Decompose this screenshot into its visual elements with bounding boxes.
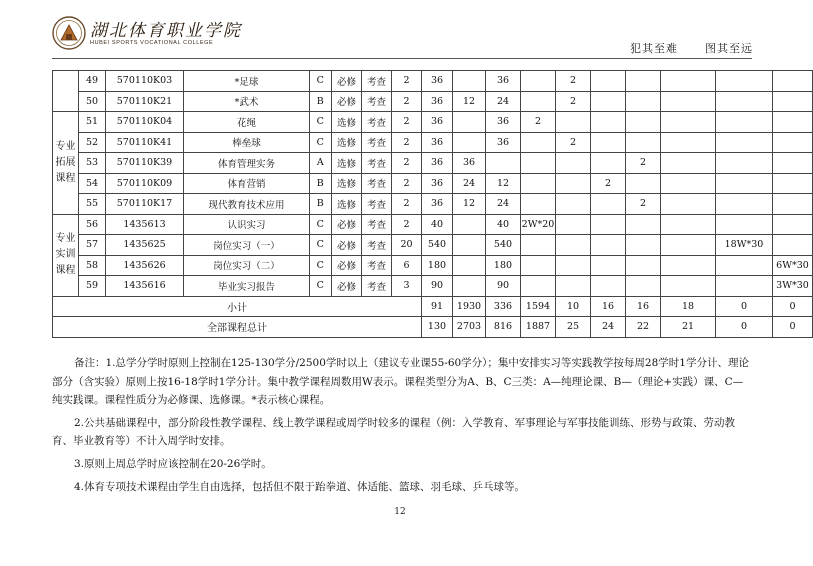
table-cell: 2: [392, 112, 422, 133]
subtotal-row: [53, 296, 813, 317]
table-cell: [626, 91, 661, 112]
table-cell: 570110K17: [106, 194, 184, 215]
table-cell: [773, 112, 813, 133]
table-cell: 2: [556, 71, 591, 92]
note-3: 3.原则上周总学时应该控制在20-26学时。: [74, 457, 272, 470]
table-row: [53, 132, 813, 153]
table-cell: 现代教育技术应用: [184, 194, 310, 215]
table-cell: 36: [422, 153, 453, 174]
table-cell: 18: [661, 296, 716, 317]
notes-section: [52, 354, 752, 496]
table-cell: 40: [422, 214, 453, 235]
table-cell: 1594: [521, 296, 556, 317]
table-cell: C: [310, 132, 332, 153]
table-cell: [521, 255, 556, 276]
total-label: 全部课程总计: [53, 317, 422, 338]
table-cell: C: [310, 276, 332, 297]
table-cell: [521, 132, 556, 153]
table-row: [53, 153, 813, 174]
table-cell: 36: [422, 71, 453, 92]
table-cell: 岗位实习（二）: [184, 255, 310, 276]
table-cell: B: [310, 194, 332, 215]
course-plan-table: [52, 70, 813, 338]
table-cell: 2W*20: [521, 214, 556, 235]
table-cell: 24: [486, 91, 521, 112]
table-cell: [453, 235, 486, 256]
table-cell: 0: [773, 317, 813, 338]
table-cell: 毕业实习报告: [184, 276, 310, 297]
table-cell: 必修: [332, 255, 362, 276]
table-cell: [773, 153, 813, 174]
table-cell: [521, 173, 556, 194]
table-cell: 1435613: [106, 214, 184, 235]
table-cell: 36: [486, 132, 521, 153]
group-label-line: 实训: [55, 249, 76, 260]
table-cell: 1435625: [106, 235, 184, 256]
table-cell: [453, 71, 486, 92]
table-cell: 考查: [362, 112, 392, 133]
table-cell: 52: [79, 132, 106, 153]
table-cell: [661, 132, 716, 153]
table-cell: 130: [422, 317, 453, 338]
table-cell: [716, 214, 773, 235]
table-cell: 考查: [362, 173, 392, 194]
table-cell: 540: [486, 235, 521, 256]
table-cell: [556, 194, 591, 215]
college-logo: [52, 14, 242, 54]
table-cell: [453, 255, 486, 276]
table-cell: 58: [79, 255, 106, 276]
table-cell: [626, 276, 661, 297]
table-cell: [773, 173, 813, 194]
table-cell: [661, 276, 716, 297]
table-cell: 59: [79, 276, 106, 297]
table-cell: [773, 132, 813, 153]
course-group-label: [53, 71, 79, 112]
table-cell: [556, 235, 591, 256]
table-cell: 25: [556, 317, 591, 338]
group-label-line: 专业: [55, 140, 76, 152]
table-cell: 1435626: [106, 255, 184, 276]
table-cell: 0: [716, 317, 773, 338]
table-cell: 体育管理实务: [184, 153, 310, 174]
table-cell: 12: [453, 194, 486, 215]
table-cell: [661, 112, 716, 133]
table-row: [53, 214, 813, 235]
table-cell: 50: [79, 91, 106, 112]
table-cell: 2: [591, 173, 626, 194]
course-plan-body: [53, 71, 813, 338]
table-cell: [716, 91, 773, 112]
table-cell: 36: [422, 173, 453, 194]
table-cell: [626, 255, 661, 276]
page-header: [0, 0, 800, 60]
table-cell: [591, 153, 626, 174]
table-row: [53, 71, 813, 92]
table-cell: [556, 255, 591, 276]
table-cell: 2: [392, 153, 422, 174]
table-cell: C: [310, 112, 332, 133]
table-cell: 体育营销: [184, 173, 310, 194]
table-cell: 18W*30: [716, 235, 773, 256]
table-cell: B: [310, 91, 332, 112]
table-cell: 2: [556, 91, 591, 112]
table-cell: 57: [79, 235, 106, 256]
table-cell: 570110K41: [106, 132, 184, 153]
table-cell: 必修: [332, 235, 362, 256]
table-row: [53, 112, 813, 133]
table-cell: 考查: [362, 132, 392, 153]
table-cell: 1887: [521, 317, 556, 338]
table-cell: [661, 153, 716, 174]
college-emblem-icon: [52, 16, 86, 50]
table-cell: 20: [392, 235, 422, 256]
table-cell: [556, 173, 591, 194]
table-cell: [453, 276, 486, 297]
table-cell: 2703: [453, 317, 486, 338]
table-cell: 考查: [362, 71, 392, 92]
table-cell: 2: [392, 132, 422, 153]
table-cell: 51: [79, 112, 106, 133]
table-cell: *武术: [184, 91, 310, 112]
table-row: [53, 194, 813, 215]
table-cell: 考查: [362, 91, 392, 112]
table-cell: 2: [521, 112, 556, 133]
table-cell: 570110K09: [106, 173, 184, 194]
course-group-label: [53, 214, 79, 296]
table-cell: C: [310, 255, 332, 276]
table-cell: 花绳: [184, 112, 310, 133]
table-cell: 必修: [332, 91, 362, 112]
table-cell: [661, 214, 716, 235]
table-cell: 12: [486, 173, 521, 194]
table-cell: 考查: [362, 255, 392, 276]
table-cell: 考查: [362, 276, 392, 297]
table-cell: [453, 132, 486, 153]
table-cell: 91: [422, 296, 453, 317]
table-row: [53, 91, 813, 112]
table-cell: [556, 214, 591, 235]
table-cell: 36: [486, 71, 521, 92]
table-cell: 3: [392, 276, 422, 297]
table-cell: [556, 276, 591, 297]
table-cell: 53: [79, 153, 106, 174]
table-cell: 16: [591, 296, 626, 317]
table-cell: 570110K04: [106, 112, 184, 133]
table-cell: 2: [626, 153, 661, 174]
college-name-cn: 湖北体育职业学院: [90, 21, 242, 41]
table-cell: 570110K39: [106, 153, 184, 174]
table-cell: 570110K03: [106, 71, 184, 92]
table-cell: 岗位实习（一）: [184, 235, 310, 256]
table-cell: 540: [422, 235, 453, 256]
motto-right: 图其至远: [705, 42, 753, 55]
table-cell: [453, 112, 486, 133]
table-cell: 336: [486, 296, 521, 317]
college-name-en: HUBEI SPORTS VOCATIONAL COLLEGE: [90, 40, 214, 46]
table-cell: [661, 194, 716, 215]
table-cell: 2: [392, 71, 422, 92]
table-cell: 2: [392, 214, 422, 235]
table-cell: [591, 132, 626, 153]
table-cell: 1930: [453, 296, 486, 317]
table-cell: 3W*30: [773, 276, 813, 297]
table-cell: 24: [591, 317, 626, 338]
table-cell: 180: [486, 255, 521, 276]
table-cell: 选修: [332, 173, 362, 194]
table-cell: [591, 112, 626, 133]
table-cell: [521, 276, 556, 297]
table-cell: 55: [79, 194, 106, 215]
table-cell: [521, 91, 556, 112]
table-cell: 0: [773, 296, 813, 317]
table-cell: [661, 173, 716, 194]
subtotal-label: 小计: [53, 296, 422, 317]
table-cell: 选修: [332, 153, 362, 174]
table-cell: [556, 112, 591, 133]
table-cell: 考查: [362, 194, 392, 215]
group-label-line: 课程: [55, 172, 76, 184]
table-cell: [556, 153, 591, 174]
course-group-label: [53, 112, 79, 215]
table-cell: [716, 173, 773, 194]
group-label-line: 课程: [55, 265, 76, 276]
table-cell: [486, 153, 521, 174]
table-cell: 24: [453, 173, 486, 194]
note-1: 备注：1.总学分学时原则上控制在125-130学分/2500学时以上（建议专业课55-60学分）；集中安排实习等实践教学按每周28学时1学分计、理论部分（含实验）原则上按16-18学时1学分计。集中教学课程周数用W表示。课程类型分为A、B、C三类：A—纯理论课、B—（理论+实践）课、C—纯实践课。课程性质分为必修课、选修课。*表示核心课程。: [52, 357, 749, 407]
table-cell: [661, 255, 716, 276]
table-cell: 选修: [332, 194, 362, 215]
table-cell: 816: [486, 317, 521, 338]
table-cell: [626, 235, 661, 256]
group-label-line: 专业: [55, 233, 76, 244]
table-cell: [773, 71, 813, 92]
table-cell: 选修: [332, 132, 362, 153]
table-cell: B: [310, 173, 332, 194]
table-cell: [716, 132, 773, 153]
page-number: 12: [394, 507, 406, 517]
table-cell: 36: [422, 91, 453, 112]
table-cell: [661, 91, 716, 112]
table-cell: 36: [453, 153, 486, 174]
table-cell: 180: [422, 255, 453, 276]
table-cell: C: [310, 214, 332, 235]
table-cell: *足球: [184, 71, 310, 92]
table-cell: [773, 235, 813, 256]
table-cell: [716, 255, 773, 276]
table-row: [53, 173, 813, 194]
table-cell: [521, 153, 556, 174]
table-cell: [521, 194, 556, 215]
table-cell: 21: [661, 317, 716, 338]
table-cell: [453, 214, 486, 235]
table-cell: [626, 173, 661, 194]
table-cell: [626, 112, 661, 133]
table-cell: 2: [392, 91, 422, 112]
table-row: [53, 255, 813, 276]
table-cell: 56: [79, 214, 106, 235]
table-cell: [521, 71, 556, 92]
table-cell: [716, 194, 773, 215]
table-cell: 2: [392, 194, 422, 215]
note-4: 4.体育专项技术课程由学生自由选择，包括但不限于跆拳道、体适能、篮球、羽毛球、乒乓球等。: [74, 480, 526, 493]
table-cell: [591, 235, 626, 256]
table-cell: [773, 214, 813, 235]
table-cell: [716, 153, 773, 174]
table-cell: 54: [79, 173, 106, 194]
note-2: 2.公共基础课程中，部分阶段性教学课程、线上教学课程或周学时较多的课程（例：入学教育、军事理论与军事技能训练、形势与政策、劳动教育、毕业教育等）不计入周学时安排。: [52, 416, 736, 448]
table-cell: [591, 214, 626, 235]
table-cell: 选修: [332, 112, 362, 133]
table-cell: 2: [626, 194, 661, 215]
table-cell: 考查: [362, 214, 392, 235]
header-divider: [52, 58, 752, 59]
table-cell: 36: [486, 112, 521, 133]
table-cell: 6: [392, 255, 422, 276]
table-cell: 必修: [332, 71, 362, 92]
table-cell: 24: [486, 194, 521, 215]
table-cell: 2: [392, 173, 422, 194]
table-cell: 90: [422, 276, 453, 297]
table-cell: [716, 71, 773, 92]
table-cell: 2: [556, 132, 591, 153]
table-cell: [591, 276, 626, 297]
table-row: [53, 276, 813, 297]
table-cell: 90: [486, 276, 521, 297]
table-cell: 12: [453, 91, 486, 112]
table-cell: C: [310, 235, 332, 256]
table-cell: [591, 91, 626, 112]
table-cell: [591, 194, 626, 215]
table-cell: [773, 194, 813, 215]
table-row: [53, 235, 813, 256]
table-cell: 认识实习: [184, 214, 310, 235]
table-cell: 考查: [362, 235, 392, 256]
table-cell: [626, 214, 661, 235]
table-cell: [661, 71, 716, 92]
table-cell: 10: [556, 296, 591, 317]
table-cell: 必修: [332, 214, 362, 235]
table-cell: 6W*30: [773, 255, 813, 276]
table-cell: C: [310, 71, 332, 92]
table-cell: 考查: [362, 153, 392, 174]
motto-left: 犯其至难: [630, 42, 678, 55]
table-cell: 必修: [332, 276, 362, 297]
table-cell: 0: [716, 296, 773, 317]
table-cell: 22: [626, 317, 661, 338]
total-row: [53, 317, 813, 338]
table-cell: 1435616: [106, 276, 184, 297]
table-cell: [521, 235, 556, 256]
table-cell: 棒垒球: [184, 132, 310, 153]
table-cell: [716, 276, 773, 297]
table-cell: 49: [79, 71, 106, 92]
table-cell: 36: [422, 132, 453, 153]
group-label-line: 拓展: [55, 156, 76, 168]
table-cell: [716, 112, 773, 133]
table-cell: 36: [422, 194, 453, 215]
table-cell: 570110K21: [106, 91, 184, 112]
table-cell: [626, 71, 661, 92]
table-cell: [661, 235, 716, 256]
table-cell: A: [310, 153, 332, 174]
table-cell: 40: [486, 214, 521, 235]
table-cell: [591, 255, 626, 276]
table-cell: [591, 71, 626, 92]
table-cell: [773, 91, 813, 112]
table-cell: [626, 132, 661, 153]
table-cell: 16: [626, 296, 661, 317]
table-cell: 36: [422, 112, 453, 133]
